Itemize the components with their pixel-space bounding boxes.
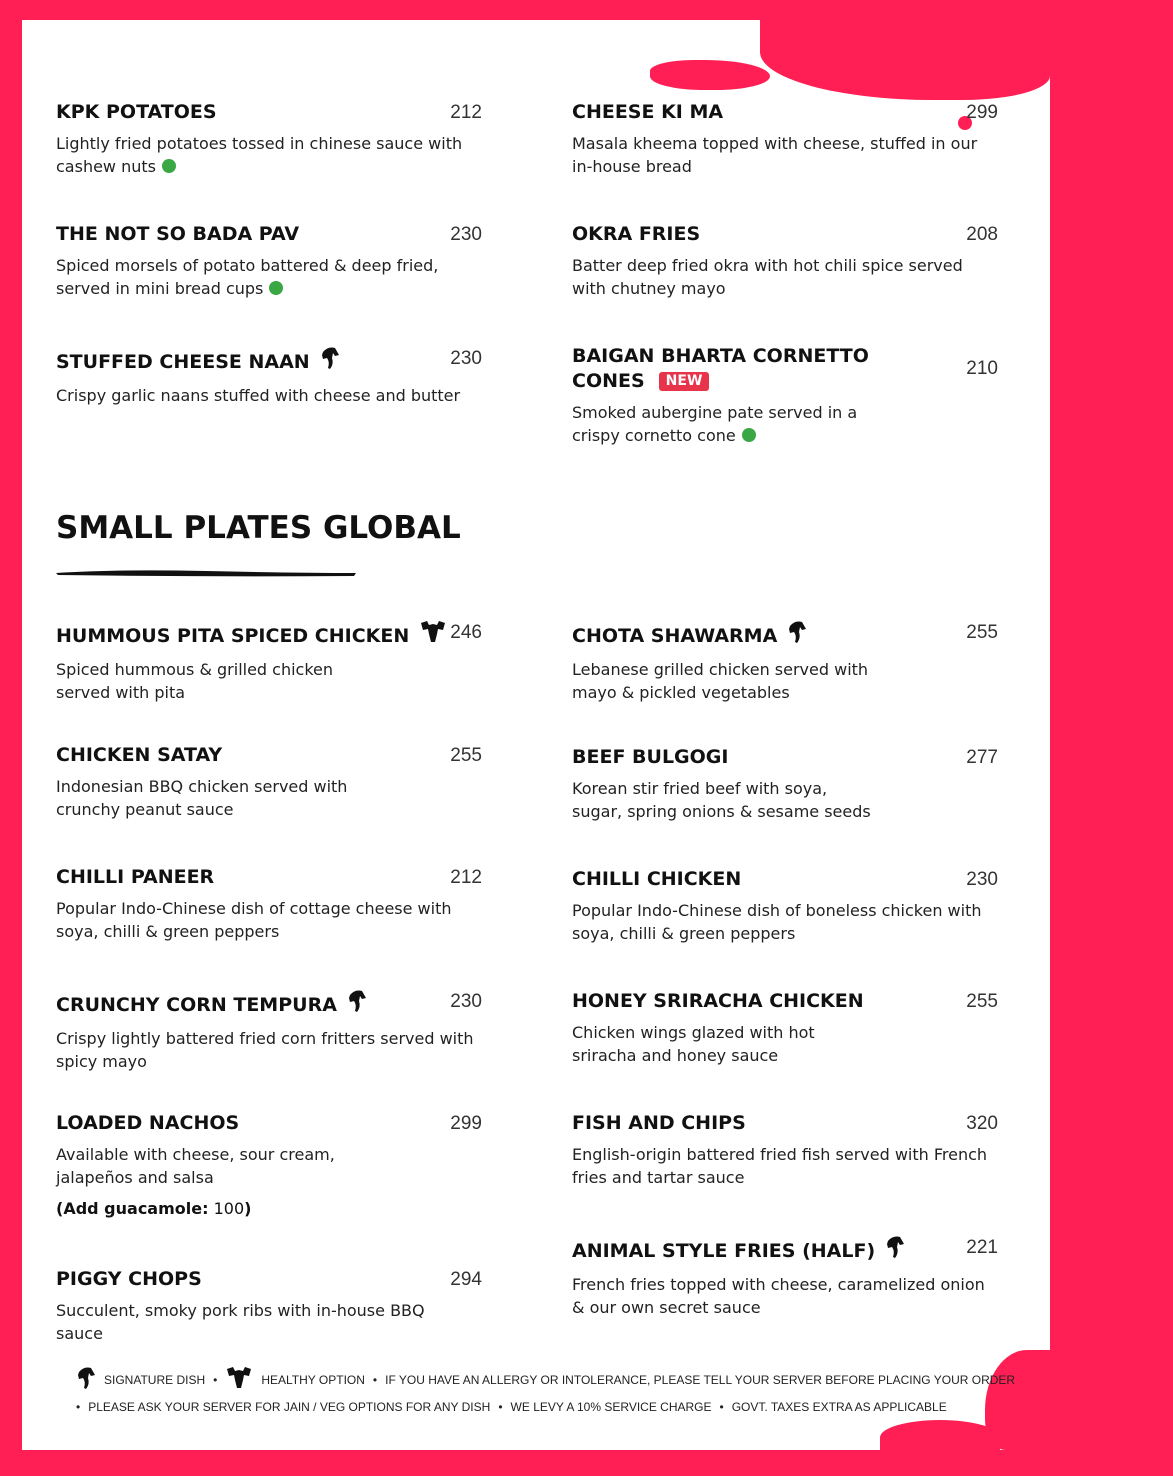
item-description: Smoked aubergine pate served in a crispy cornetto cone <box>572 403 858 445</box>
menu-item <box>572 745 998 823</box>
item-name: KPK POTATOES <box>56 101 217 123</box>
signature-dish-icon <box>320 346 340 377</box>
item-price: 212 <box>450 102 482 123</box>
menu-item <box>572 222 998 300</box>
item-description: Indonesian BBQ chicken served with crunchy peanut sauce <box>56 777 348 819</box>
item-name: PIGGY CHOPS <box>56 1268 202 1290</box>
item-price: 255 <box>450 745 482 766</box>
item-name: STUFFED CHEESE NAAN <box>56 346 340 377</box>
menu-item <box>56 346 482 407</box>
footer-line-2: • PLEASE ASK YOUR SERVER FOR JAIN / VEG OPTIONS FOR ANY DISH • WE LEVY A 10% SERVICE CHARGE • GOVT. TAXES EXTRA AS APPLICABLE <box>76 1400 947 1414</box>
item-price: 230 <box>450 991 482 1012</box>
item-price: 246 <box>450 622 482 643</box>
new-badge: NEW <box>659 372 710 391</box>
item-description: Lightly fried potatoes tossed in chinese sauce with cashew nuts <box>56 134 463 176</box>
signature-dish-icon <box>347 989 367 1020</box>
item-name: BEEF BULGOGI <box>572 746 729 768</box>
menu-item <box>56 989 482 1073</box>
item-name: CHOTA SHAWARMA <box>572 620 807 651</box>
item-price: 299 <box>450 1113 482 1134</box>
section-heading: SMALL PLATES GLOBAL <box>56 510 461 546</box>
item-description: French fries topped with cheese, caramelized onion & our own secret sauce <box>572 1275 985 1317</box>
item-name: HUMMOUS PITA SPICED CHICKEN <box>56 620 447 651</box>
item-name: THE NOT SO BADA PAV <box>56 223 300 245</box>
item-description: Batter deep fried okra with hot chili spice served with chutney mayo <box>572 256 963 298</box>
veg-indicator-icon <box>162 159 176 173</box>
item-description: Spiced hummous & grilled chicken served with pita <box>56 660 334 702</box>
menu-item <box>572 344 998 447</box>
item-price: 221 <box>966 1237 998 1258</box>
menu-item <box>572 100 998 178</box>
item-name: OKRA FRIES <box>572 223 701 245</box>
item-price: 212 <box>450 867 482 888</box>
signature-dish-icon <box>787 620 807 651</box>
item-description: Crispy garlic naans stuffed with cheese and butter <box>56 386 461 405</box>
menu-item <box>572 867 998 945</box>
menu-item <box>572 1111 998 1189</box>
menu-item <box>572 1235 998 1319</box>
service-charge-note: WE LEVY A 10% SERVICE CHARGE <box>510 1400 712 1414</box>
veg-indicator-icon <box>742 428 756 442</box>
signature-dish-icon <box>885 1235 905 1266</box>
menu-item <box>572 620 998 704</box>
menu-item <box>56 1267 482 1345</box>
item-name: CHILLI PANEER <box>56 866 215 888</box>
item-name: BAIGAN BHARTA CORNETTO CONES NEW <box>572 345 869 392</box>
item-description: Masala kheema topped with cheese, stuffed in our in-house bread <box>572 134 978 176</box>
brush-stroke-divider <box>56 568 356 577</box>
add-on-note: (Add guacamole: 100) <box>56 1199 252 1218</box>
healthy-option-icon <box>419 620 447 651</box>
item-price: 230 <box>450 224 482 245</box>
item-description: English-origin battered fried fish served with French fries and tartar sauce <box>572 1145 988 1187</box>
signature-icon <box>76 1366 96 1393</box>
item-description: Chicken wings glazed with hot sriracha and honey sauce <box>572 1023 815 1065</box>
item-price: 208 <box>966 224 998 245</box>
item-name: CHILLI CHICKEN <box>572 868 742 890</box>
item-description: Korean stir fried beef with soya, sugar, spring onions & sesame seeds <box>572 779 871 821</box>
item-description: Succulent, smoky pork ribs with in-house BBQ sauce <box>56 1301 425 1343</box>
item-description: Crispy lightly battered fried corn fritters served with spicy mayo <box>56 1029 474 1071</box>
jain-note: PLEASE ASK YOUR SERVER FOR JAIN / VEG OPTIONS FOR ANY DISH <box>88 1400 491 1414</box>
item-description: Popular Indo-Chinese dish of boneless chicken with soya, chilli & green peppers <box>572 901 982 943</box>
item-name: LOADED NACHOS <box>56 1112 240 1134</box>
menu-item <box>572 989 998 1067</box>
item-price: 230 <box>966 869 998 890</box>
menu-item <box>56 620 482 704</box>
item-price: 299 <box>966 102 998 123</box>
menu-item <box>56 743 482 821</box>
healthy-icon <box>225 1366 253 1393</box>
item-name: ANIMAL STYLE FRIES (HALF) <box>572 1235 905 1266</box>
paint-splash <box>650 60 770 90</box>
menu-item <box>56 1111 482 1218</box>
item-price: 294 <box>450 1269 482 1290</box>
item-name: CHEESE KI MA <box>572 101 724 123</box>
item-price: 210 <box>966 358 998 379</box>
item-price: 230 <box>450 348 482 369</box>
taxes-note: GOVT. TAXES EXTRA AS APPLICABLE <box>731 1400 947 1414</box>
item-name: HONEY SRIRACHA CHICKEN <box>572 990 864 1012</box>
menu-item <box>56 865 482 943</box>
veg-indicator-icon <box>269 281 283 295</box>
item-description: Available with cheese, sour cream, jalapeños and salsa <box>56 1145 335 1187</box>
legend-healthy: HEALTHY OPTION <box>261 1372 365 1387</box>
legend-signature: SIGNATURE DISH <box>104 1372 206 1387</box>
menu-item <box>56 222 482 300</box>
item-name: CRUNCHY CORN TEMPURA <box>56 989 367 1020</box>
allergy-note: IF YOU HAVE AN ALLERGY OR INTOLERANCE, PLEASE TELL YOUR SERVER BEFORE PLACING YOUR ORDER <box>385 1372 1016 1387</box>
footer-line-1: SIGNATURE DISH • HEALTHY OPTION • IF YOU HAVE AN ALLERGY OR INTOLERANCE, PLEASE TELL YOUR SERVER BEFORE PLACING YOUR ORDER <box>76 1366 1015 1393</box>
item-description: Spiced morsels of potato battered & deep fried, served in mini bread cups <box>56 256 439 298</box>
item-name: CHICKEN SATAY <box>56 744 223 766</box>
item-price: 255 <box>966 991 998 1012</box>
item-price: 320 <box>966 1113 998 1134</box>
menu-item <box>56 100 482 178</box>
item-name: FISH AND CHIPS <box>572 1112 746 1134</box>
item-price: 277 <box>966 747 998 768</box>
item-price: 255 <box>966 622 998 643</box>
paint-splash <box>880 1420 1000 1455</box>
item-description: Lebanese grilled chicken served with mayo & pickled vegetables <box>572 660 869 702</box>
item-description: Popular Indo-Chinese dish of cottage cheese with soya, chilli & green peppers <box>56 899 452 941</box>
